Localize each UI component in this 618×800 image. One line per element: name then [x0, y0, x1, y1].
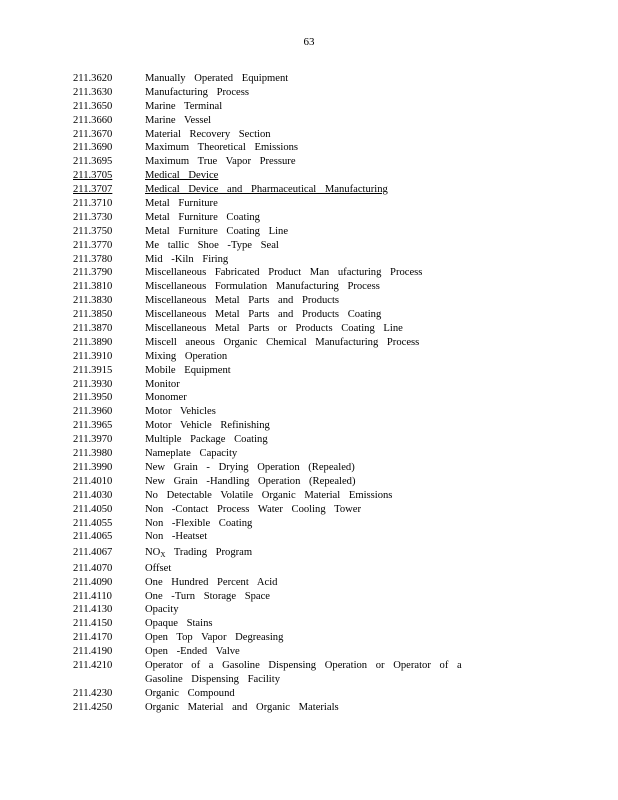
definition-term: Mixing Operation [145, 350, 228, 362]
list-item [73, 631, 593, 645]
list-item [73, 266, 593, 280]
definition-term: Metal Furniture Coating Line [145, 225, 289, 237]
list-item [73, 100, 593, 114]
section-number: 211.4170 [73, 632, 113, 644]
definition-term: Miscell aneous Organic Chemical Manufacturing Process [145, 336, 420, 348]
definition-term: Non -Contact Process Water Cooling Tower [145, 503, 362, 515]
section-number: 211.4065 [73, 531, 113, 543]
list-item [73, 503, 593, 517]
definition-term [145, 544, 252, 562]
section-number: 211.4090 [73, 576, 113, 588]
list-item [73, 197, 593, 211]
list-item [73, 517, 593, 531]
list-item [73, 128, 593, 142]
list-item [73, 489, 593, 503]
section-number: 211.3830 [73, 295, 113, 307]
section-number: 211.3960 [73, 406, 113, 418]
section-number: 211.4190 [73, 646, 113, 658]
section-number: 211.4230 [73, 688, 113, 700]
definition-term: Non -Heatset [145, 531, 208, 543]
definition-term: Maximum True Vapor Pressure [145, 156, 296, 168]
list-item [73, 294, 593, 308]
list-item [73, 701, 593, 715]
section-number: 211.4130 [73, 604, 113, 616]
list-item [73, 419, 593, 433]
list-item [73, 405, 593, 419]
term-subscript: X [160, 551, 166, 560]
definition-term: Medical Device and Pharmaceutical Manufacturing [145, 184, 388, 196]
list-item [73, 645, 593, 659]
section-number: 211.4110 [73, 590, 112, 602]
list-item [73, 155, 593, 169]
list-item [73, 239, 593, 253]
term-prefix: NO [145, 547, 161, 559]
section-number: 211.3710 [73, 198, 113, 210]
definition-term: Offset [145, 562, 172, 574]
list-item [73, 391, 593, 405]
section-number: 211.3780 [73, 253, 113, 265]
section-number: 211.4050 [73, 503, 113, 515]
list-item [73, 378, 593, 392]
definition-term: Monomer [145, 392, 187, 404]
section-number: 211.4030 [73, 489, 113, 501]
definition-term: One Hundred Percent Acid [145, 576, 278, 588]
list-item [73, 253, 593, 267]
definition-term: Non -Flexible Coating [145, 517, 253, 529]
section-number: 211.4010 [73, 475, 113, 487]
definition-term: Marine Terminal [145, 100, 223, 112]
section-number: 211.3695 [73, 156, 113, 168]
definition-term: Mobile Equipment [145, 364, 231, 376]
section-number: 211.3770 [73, 239, 113, 251]
section-number: 211.3810 [73, 281, 113, 293]
section-number: 211.3890 [73, 336, 113, 348]
list-item [73, 364, 593, 378]
list-item [73, 603, 593, 617]
section-number: 211.3750 [73, 225, 113, 237]
list-item [73, 461, 593, 475]
definition-term: Opaque Stains [145, 618, 213, 630]
section-number: 211.3660 [73, 114, 113, 126]
term-suffix: Trading Program [165, 547, 253, 559]
list-item [73, 659, 593, 687]
definition-term: No Detectable Volatile Organic Material Emissions [145, 489, 393, 501]
section-number: 211.3990 [73, 461, 113, 473]
definition-term: New Grain - Drying Operation (Repealed) [145, 461, 355, 473]
section-number: 211.4250 [73, 702, 113, 714]
list-item [73, 687, 593, 701]
definition-term: Operator of a Gasoline Dispensing Operation or Operator of a Gasoline Dispensing Facility [145, 660, 462, 686]
list-item-underlined [73, 169, 593, 183]
section-number: 211.3970 [73, 434, 113, 446]
list-item [73, 530, 593, 544]
section-number: 211.3850 [73, 309, 113, 321]
list-item [73, 336, 593, 350]
definition-term: Open Top Vapor Degreasing [145, 632, 284, 644]
section-number: 211.3790 [73, 267, 113, 279]
definition-term: Opacity [145, 604, 179, 616]
definition-term: Marine Vessel [145, 114, 212, 126]
section-number: 211.3690 [73, 142, 113, 154]
definition-term: Nameplate Capacity [145, 448, 238, 460]
list-item [73, 590, 593, 604]
definition-term: Open -Ended Valve [145, 646, 240, 658]
definition-term: Miscellaneous Formulation Manufacturing Process [145, 281, 380, 293]
section-number: 211.3707 [73, 184, 113, 196]
section-number: 211.3730 [73, 211, 113, 223]
list-item [73, 544, 593, 562]
definition-term: Miscellaneous Metal Parts and Products Coating [145, 309, 382, 321]
section-number: 211.4150 [73, 618, 113, 630]
definition-term: Maximum Theoretical Emissions [145, 142, 299, 154]
definition-term: Medical Device [145, 170, 219, 182]
definition-term: Miscellaneous Fabricated Product Man ufacturing Process [145, 267, 423, 279]
section-number: 211.4055 [73, 517, 113, 529]
definition-term: Metal Furniture Coating [145, 211, 260, 223]
section-number: 211.3910 [73, 350, 113, 362]
definition-term: Multiple Package Coating [145, 434, 268, 446]
list-item [73, 475, 593, 489]
section-number: 211.3930 [73, 378, 113, 390]
section-number: 211.3980 [73, 448, 113, 460]
definition-term: Organic Material and Organic Materials [145, 702, 339, 714]
section-number: 211.3650 [73, 100, 113, 112]
section-number: 211.3870 [73, 323, 113, 335]
list-item [73, 280, 593, 294]
definition-term: Monitor [145, 378, 180, 390]
list-item [73, 562, 593, 576]
section-number: 211.3915 [73, 364, 113, 376]
section-number: 211.4070 [73, 562, 113, 574]
definition-term: One -Turn Storage Space [145, 590, 270, 602]
list-item [73, 141, 593, 155]
section-number: 211.3950 [73, 392, 113, 404]
list-item [73, 86, 593, 100]
section-number: 211.3705 [73, 170, 113, 182]
section-number: 211.3670 [73, 128, 113, 140]
list-item-underlined [73, 183, 593, 197]
definition-term: Manually Operated Equipment [145, 73, 289, 84]
definition-term: Material Recovery Section [145, 128, 271, 140]
list-item [73, 576, 593, 590]
list-item [73, 447, 593, 461]
section-number: 211.3965 [73, 420, 113, 432]
definition-term: Me tallic Shoe -Type Seal [145, 239, 279, 251]
page-number: 63 [303, 36, 315, 48]
section-number: 211.3630 [73, 86, 113, 98]
definition-term: New Grain -Handling Operation (Repealed) [145, 475, 356, 487]
definition-term: Metal Furniture [145, 198, 218, 210]
list-item [73, 322, 593, 336]
definitions-list [73, 72, 593, 715]
list-item [73, 433, 593, 447]
section-number: 211.3620 [73, 73, 113, 84]
definition-term: Miscellaneous Metal Parts and Products [145, 295, 340, 307]
section-number: 211.4210 [73, 660, 113, 672]
list-item [73, 72, 593, 86]
definition-term: Manufacturing Process [145, 86, 249, 98]
list-item [73, 308, 593, 322]
list-item [73, 225, 593, 239]
list-item [73, 114, 593, 128]
list-item [73, 617, 593, 631]
definition-term: Miscellaneous Metal Parts or Products Coating Line [145, 323, 403, 335]
definition-term: Organic Compound [145, 688, 235, 700]
definition-term: Motor Vehicle Refinishing [145, 420, 270, 432]
list-item [73, 350, 593, 364]
list-item [73, 211, 593, 225]
definition-term: Mid -Kiln Firing [145, 253, 229, 265]
section-number: 211.4067 [73, 547, 113, 559]
definition-term: Motor Vehicles [145, 406, 216, 418]
